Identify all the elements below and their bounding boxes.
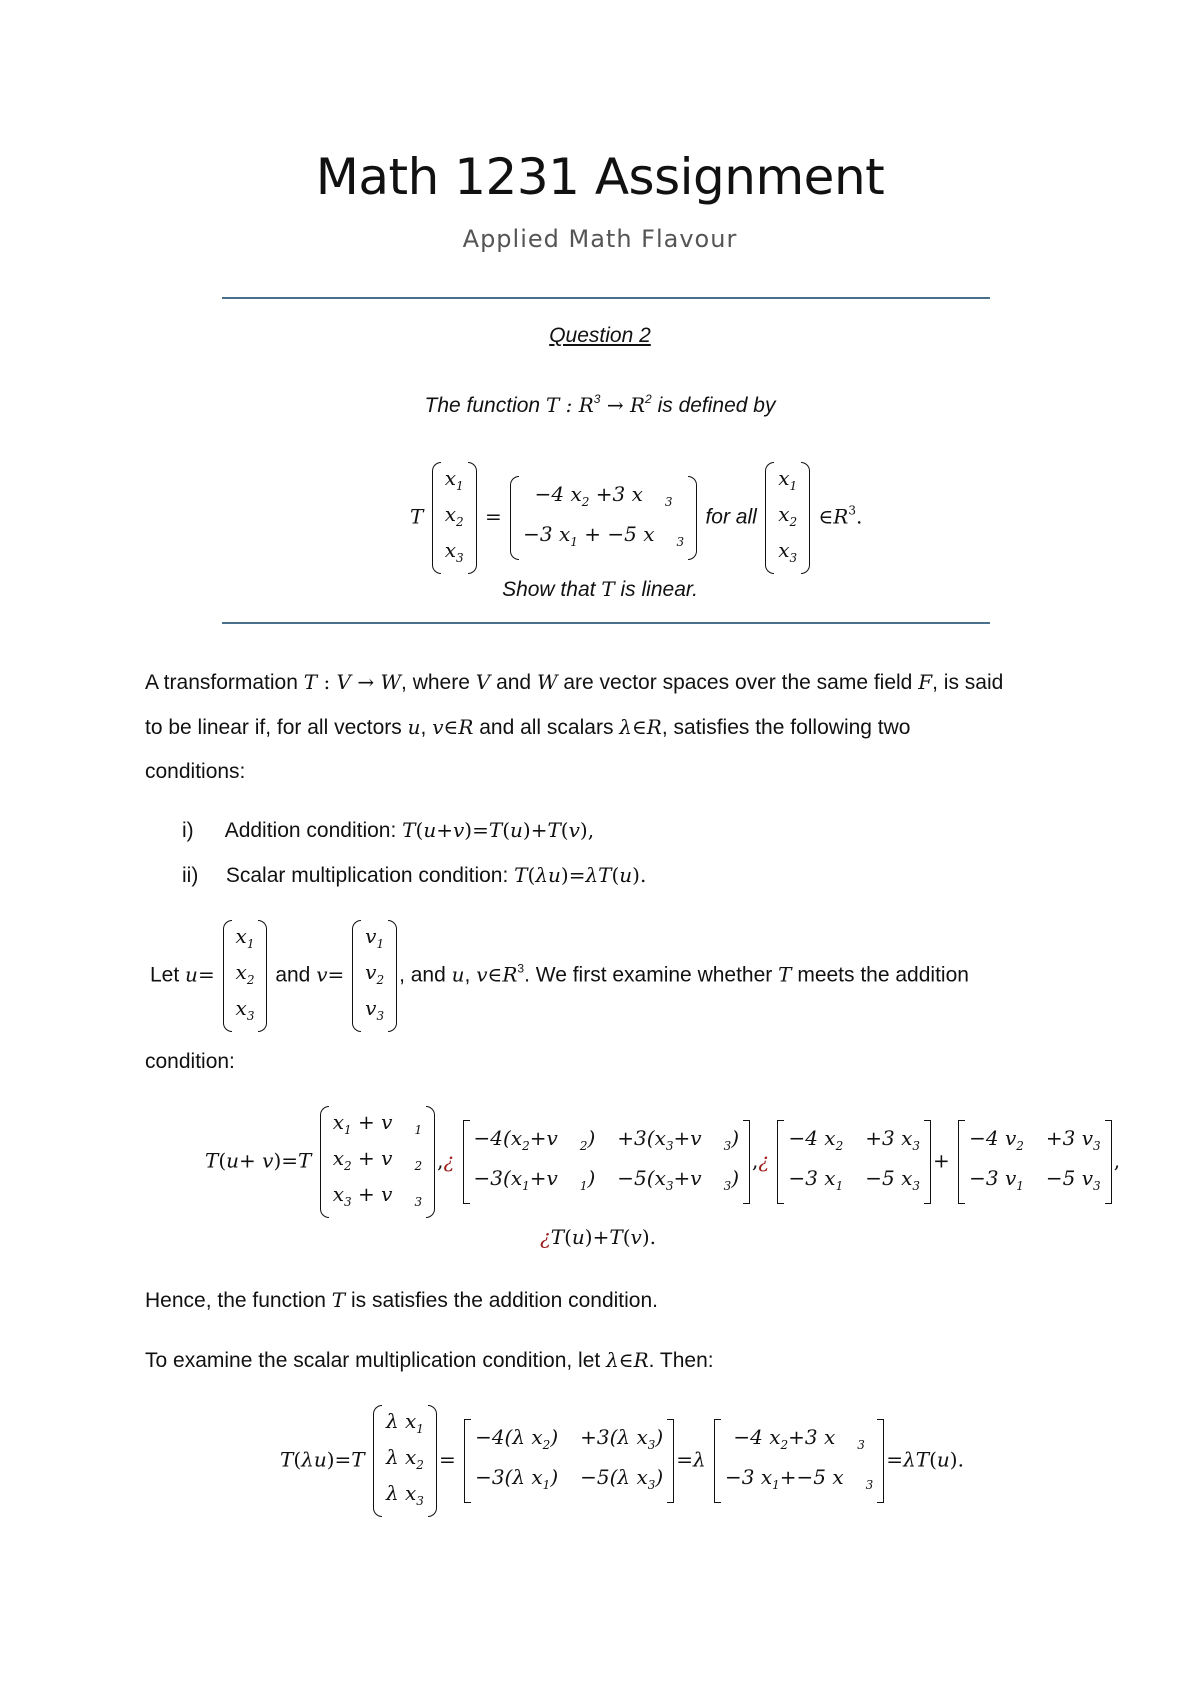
addition-result: ¿T(u)+T(v). bbox=[540, 1225, 656, 1249]
question-heading: Question 2 bbox=[549, 324, 651, 347]
condition-label: condition: bbox=[145, 1050, 235, 1073]
scalar-intro: To examine the scalar multiplication condition, let λ∈R. Then: bbox=[145, 1348, 714, 1372]
question-intro: The function T : $R^3 \to R^2$ is defined by bbox=[424, 392, 776, 417]
addition-conclusion: Hence, the function T is satisfies the addition condition. bbox=[145, 1288, 658, 1312]
condition-item-2: ii) Scalar multiplication condition: T(λu)=λT(u). bbox=[182, 863, 647, 887]
definition-paragraph: A transformation T : V → W, where V and W are vector spaces over the same field F, is said to be linear if, for all vectors u, v∈R and all scalars λ∈R, satisfies the following two conditions: bbox=[145, 670, 1004, 783]
document-title: Math 1231 Assignment bbox=[315, 148, 885, 206]
question-task: Show that T is linear. bbox=[502, 577, 698, 601]
condition-item-1: i) Addition condition: T(u+v)=T(u)+T(v), bbox=[182, 818, 595, 842]
let-u-v-line: Let u= $x_1$ $x_2$ $x_3$ and v= $v_1$ $v_2$ $v_3$ , and u, $v\in R^3$. We first examine whether T meets the addition bbox=[150, 920, 969, 1032]
scalar-derivation: T(λu)=T λ $x_1$ λ $x_2$ λ $x_3$ = −4(λ $x_2$) +3(λ $x_3$) −3(λ $x_1$) −5(λ $x_3$) =λ −4 $x_2+3$ x $_3$ −3 $x_1+-5$ x $_3$ =λT(u). bbox=[280, 1405, 964, 1517]
top-divider bbox=[222, 297, 990, 299]
document-subtitle: Applied Math Flavour bbox=[462, 225, 738, 253]
addition-derivation: T(u+ v)=T $x_1 + v$ $_1$ $x_2 + v$ $_2$ $x_3 + v$ $_3$ ,¿ $-4(x_2+v$ $_2$) $+3(x_3+v$ $_3$) $-3(x_1+v$ $_1$) $-5(x_3+v$ $_3$) ,¿ −4 $x_2$ +3 $x_3$ −3 $x_1$ −5 $x_3$ + −4 $v_2$ +3 $v_3$ −3 $v_1$ −5 $v_3$ , bbox=[205, 1106, 1120, 1218]
bottom-divider bbox=[222, 622, 990, 624]
definition-equation: T $x_1$ $x_2$ $x_3$ = −4 $x_2 +3$ x $_3$ −3 $x_1 + -5$ x $_3$ for all $x_1$ $x_2$ $x_3$ $\in R^3$. bbox=[410, 462, 862, 574]
